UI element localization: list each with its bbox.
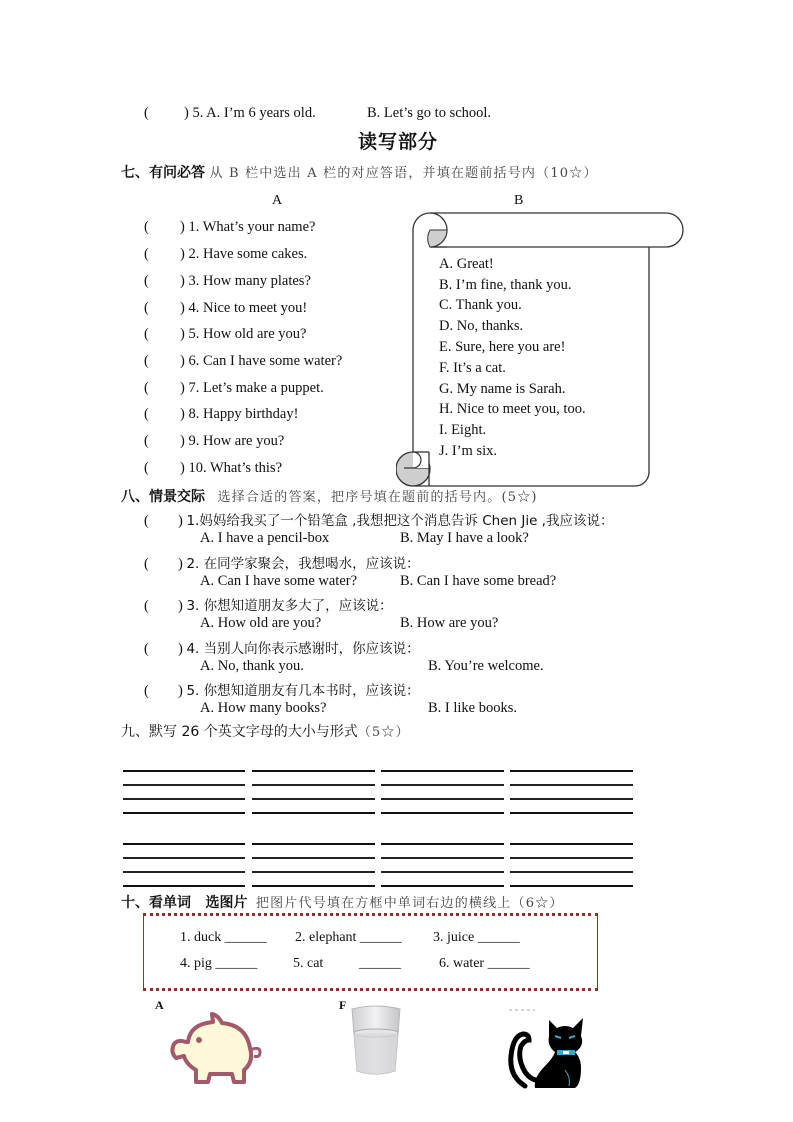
writing-line[interactable] [123, 798, 245, 800]
writing-line[interactable] [510, 857, 633, 859]
section10-header [121, 892, 564, 912]
section7-question-row: ( ) 7. Let’s make a puppet. [144, 380, 324, 396]
question-text: 10. What’s this? [188, 460, 283, 476]
picture-label-f: F [339, 998, 347, 1012]
section7-answer-option: E. Sure, here you are! [439, 339, 566, 355]
section7-answer-option: F. It’s a cat. [439, 360, 506, 376]
answer-paren[interactable]: ( [144, 641, 149, 657]
section8-option-b: B. May I have a look? [400, 530, 529, 546]
section8-option-a: A. Can I have some water? [200, 573, 358, 589]
section8-item-prompt-row: ( ) 1.妈妈给我买了一个铅笔盒 ,我想把这个消息告诉 Chen Jie ,我应该说： [144, 513, 614, 529]
writing-line[interactable] [510, 784, 633, 786]
section8-option-a: A. No, thank you. [200, 658, 304, 674]
answer-paren[interactable]: ( [144, 406, 149, 422]
section8-item-prompt-row: ( ) 2. 在同学家聚会，我想喝水，应该说： [144, 556, 420, 572]
writing-line[interactable] [252, 798, 375, 800]
word-box [143, 913, 598, 991]
word-duck[interactable]: 1. duck ______ [180, 930, 267, 945]
section8-item-prompt-row: ( ) 5. 你想知道朋友有几本书时，应该说： [144, 683, 420, 699]
question-text: 1. What’s your name? [188, 219, 316, 235]
section8-prompt: 2. 在同学家聚会，我想喝水，应该说： [186, 556, 420, 572]
answer-paren[interactable]: ( [144, 683, 149, 699]
writing-line[interactable] [252, 857, 375, 859]
question-text: 3. How many plates? [188, 273, 311, 289]
section7-header [121, 162, 598, 182]
section7-question-row: ( ) 8. Happy birthday! [144, 406, 299, 422]
writing-line[interactable] [510, 798, 633, 800]
writing-line[interactable] [123, 812, 245, 814]
section7-question-row: ( ) 2. Have some cakes. [144, 246, 308, 262]
section8-item-prompt-row: ( ) 3. 你想知道朋友多大了，应该说： [144, 598, 393, 614]
section7-question-row: ( ) 4. Nice to meet you! [144, 300, 308, 316]
answer-paren[interactable]: ( [144, 380, 149, 396]
answer-paren[interactable]: ( [144, 433, 149, 449]
section8-title: 八、情景交际 [121, 489, 205, 505]
question-text: 2. Have some cakes. [188, 246, 308, 262]
section8-option-a: A. How many books? [200, 700, 327, 716]
section7-answer-option: H. Nice to meet you, too. [439, 401, 586, 417]
writing-line[interactable] [381, 857, 504, 859]
writing-line[interactable] [123, 885, 245, 887]
writing-line[interactable] [123, 843, 245, 845]
answer-paren[interactable]: ( [144, 556, 149, 572]
answer-paren[interactable]: ( [144, 353, 149, 369]
question-text: 5. How old are you? [188, 326, 307, 342]
writing-line[interactable] [510, 885, 633, 887]
answer-paren[interactable]: ( [144, 460, 149, 476]
picture-label-a: A [155, 998, 164, 1012]
word-water[interactable]: 6. water ______ [439, 956, 530, 971]
section9-score: （5☆） [357, 725, 410, 740]
section7-question-row: ( ) 10. What’s this? [144, 460, 283, 476]
section8-prompt: 5. 你想知道朋友有几本书时，应该说： [186, 683, 420, 699]
section8-header [121, 486, 538, 506]
column-b-header: B [514, 193, 524, 208]
writing-line[interactable] [252, 784, 375, 786]
section7-question-row: ( ) 5. How old are you? [144, 326, 307, 342]
section8-prompt: 3. 你想知道朋友多大了，应该说： [186, 598, 393, 614]
section8-instruction: 选择合适的答案，把序号填在题前的括号内。(5☆) [217, 490, 538, 505]
word-pig[interactable]: 4. pig ______ [180, 956, 258, 971]
section10-title-b: 选图片 [205, 895, 248, 911]
word-juice[interactable]: 3. juice ______ [433, 930, 520, 945]
writing-line[interactable] [381, 885, 504, 887]
answer-paren[interactable]: ( [144, 300, 149, 316]
section10-instruction: 把图片代号填在方框中单词右边的横线上（6☆） [255, 896, 564, 911]
answer-paren[interactable]: ( [144, 273, 149, 289]
section8-prompt: 4. 当别人向你表示感谢时，你应该说： [186, 641, 420, 657]
answer-paren[interactable]: ( [144, 219, 149, 235]
answer-paren[interactable]: ( [144, 105, 149, 121]
section7-answer-option: B. I’m fine, thank you. [439, 277, 572, 293]
answer-paren[interactable]: ( [144, 513, 149, 529]
writing-line[interactable] [252, 871, 375, 873]
section8-option-a: A. How old are you? [200, 615, 322, 631]
writing-line[interactable] [381, 843, 504, 845]
section7-answer-option: J. I’m six. [439, 443, 497, 459]
section7-answer-option: C. Thank you. [439, 297, 522, 313]
section8-prompt: 1.妈妈给我买了一个铅笔盒 ,我想把这个消息告诉 Chen Jie ,我应该说： [186, 513, 614, 529]
part-title: 读写部分 [358, 131, 439, 153]
cat-icon [505, 1006, 595, 1092]
section7-question-row: ( ) 3. How many plates? [144, 273, 311, 289]
section8-option-b: B. I like books. [428, 700, 518, 716]
section9-title: 九、默写 26 个英文字母的大小与形式 [121, 724, 358, 740]
writing-line[interactable] [381, 871, 504, 873]
question-text: 9. How are you? [188, 433, 285, 449]
water-glass-icon [350, 1005, 402, 1077]
section8-item-prompt-row: ( ) 4. 当别人向你表示感谢时，你应该说： [144, 641, 420, 657]
prev-question-5-option-b: B. Let’s go to school. [367, 105, 492, 121]
pig-icon [168, 1012, 264, 1086]
section8-option-a: A. I have a pencil-box [200, 530, 330, 546]
section7-instruction: 从 B 栏中选出 A 栏的对应答语，并填在题前括号内（10☆） [209, 166, 598, 181]
column-a-header: A [272, 193, 283, 208]
section9-header [121, 721, 410, 741]
answer-paren[interactable]: ( [144, 326, 149, 342]
writing-line[interactable] [252, 770, 375, 772]
section8-option-b: B. Can I have some bread? [400, 573, 557, 589]
writing-line[interactable] [510, 871, 633, 873]
writing-line[interactable] [381, 784, 504, 786]
section10-title-a: 十、看单词 [121, 895, 191, 911]
section7-answer-option: G. My name is Sarah. [439, 381, 566, 397]
answer-paren[interactable]: ( [144, 598, 149, 614]
section8-option-b: B. You’re welcome. [428, 658, 544, 674]
writing-line[interactable] [510, 770, 633, 772]
writing-line[interactable] [381, 812, 504, 814]
word-elephant[interactable]: 2. elephant ______ [295, 930, 402, 945]
word-cat-blank[interactable]: ______ [359, 956, 401, 971]
word-cat: 5. cat [293, 956, 324, 971]
question-text: 4. Nice to meet you! [188, 300, 308, 316]
writing-line[interactable] [252, 812, 375, 814]
writing-line[interactable] [123, 871, 245, 873]
writing-line[interactable] [381, 798, 504, 800]
section8-option-b: B. How are you? [400, 615, 499, 631]
section7-question-row: ( ) 9. How are you? [144, 433, 285, 449]
question-text: 8. Happy birthday! [188, 406, 299, 422]
writing-line[interactable] [123, 857, 245, 859]
answer-paren[interactable]: ( [144, 246, 149, 262]
section7-answer-option: A. Great! [439, 256, 494, 272]
section7-title: 七、有问必答 [121, 165, 205, 181]
prev-question-5: ( ) 5. A. I’m 6 years old. [144, 105, 316, 121]
writing-line[interactable] [123, 770, 245, 772]
writing-line[interactable] [252, 885, 375, 887]
section7-question-row: ( ) 6. Can I have some water? [144, 353, 343, 369]
section7-answer-option: D. No, thanks. [439, 318, 524, 334]
writing-line[interactable] [510, 843, 633, 845]
question-text: 7. Let’s make a puppet. [188, 380, 324, 396]
writing-line[interactable] [123, 784, 245, 786]
section7-question-row: ( ) 1. What’s your name? [144, 219, 316, 235]
writing-line[interactable] [381, 770, 504, 772]
writing-line[interactable] [510, 812, 633, 814]
writing-line[interactable] [252, 843, 375, 845]
question-text: 6. Can I have some water? [188, 353, 343, 369]
section7-answer-option: I. Eight. [439, 422, 487, 438]
